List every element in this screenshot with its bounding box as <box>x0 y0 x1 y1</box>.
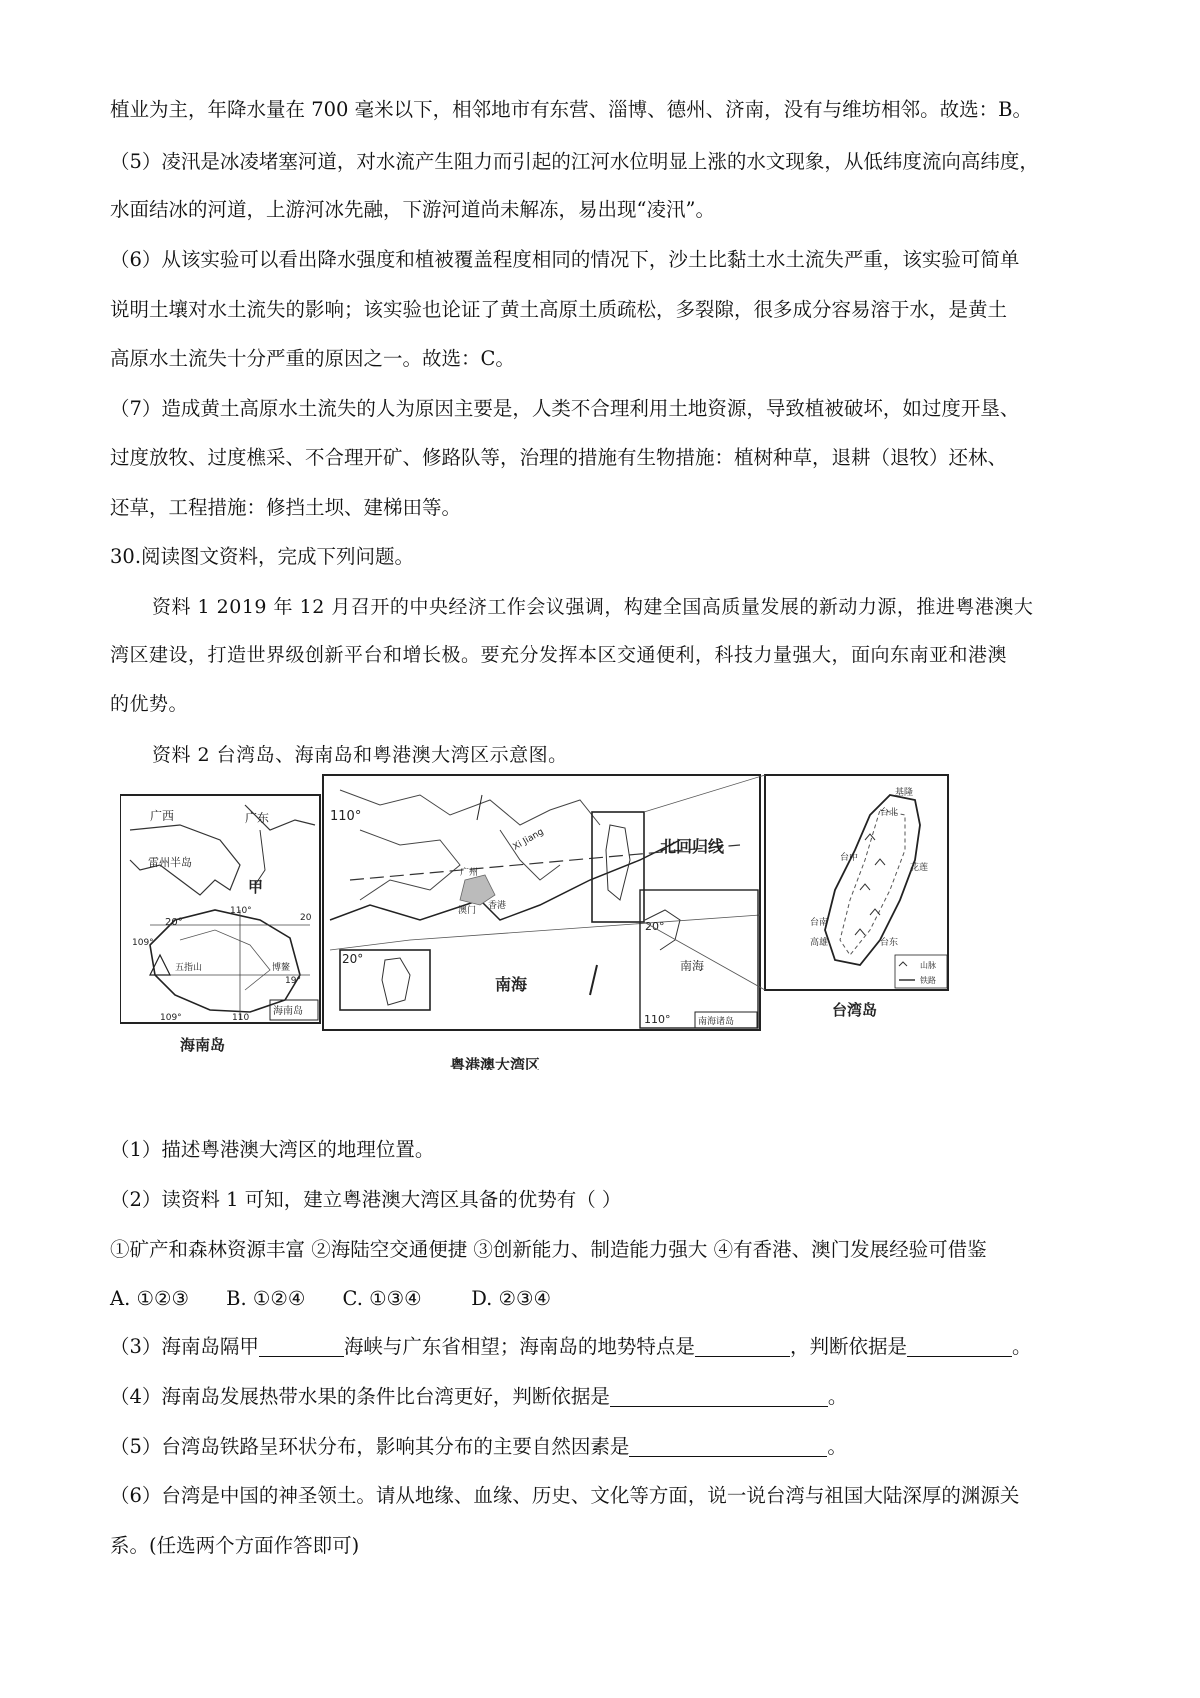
label-hainan-lat20b: 20 <box>300 913 312 923</box>
label-hainan-lon109b: 109° <box>160 1013 182 1023</box>
legend-mountain: 山脉 <box>920 961 936 970</box>
material-1-line3: 的优势。 <box>110 693 189 715</box>
answer-q5-line1: （5）凌汛是冰凌堵塞河道，对水流产生阻力而引起的江河水位明显上涨的水文现象，从低纬度流向高纬度， <box>110 150 1039 173</box>
question-3-part-d: 。 <box>1011 1335 1032 1358</box>
legend-rail: 铁路 <box>920 976 936 985</box>
label-wuzhishan: 五指山 <box>175 963 203 973</box>
question-2-options: ①矿产和森林资源丰富 ②海陆空交通便捷 ③创新能力、制造能力强大 ④有香港、澳门发展经验可借鉴 <box>110 1238 987 1261</box>
label-gba-lon110: 110° <box>330 809 362 824</box>
label-hualien: 花莲 <box>910 863 929 873</box>
label-scs-lon110: 110° <box>644 1013 671 1026</box>
label-hainan-inset: 海南岛 <box>273 1006 303 1017</box>
answer-q5-line2: 水面结冰的河道，上游河冰先融，下游河道尚未解冻，易出现“凌汛”。 <box>110 198 715 221</box>
blank-fruit-evidence[interactable] <box>610 1384 828 1407</box>
question-6-line2: 系。(任选两个方面作答即可) <box>110 1534 360 1557</box>
hainan-map <box>120 795 320 1054</box>
label-tropic: 北回归线 <box>660 837 725 856</box>
question-2-choices <box>110 1285 1100 1313</box>
label-scs-sea: 南海 <box>680 959 705 973</box>
label-hainan-lon110b: 110 <box>232 1013 250 1023</box>
label-jia: 甲 <box>248 878 264 896</box>
label-guangxi: 广西 <box>150 809 175 823</box>
answer-q7-line2: 过度放牧、过度樵采、不合理开矿、修路队等，治理的措施有生物措施：植树种草，退耕（退牧）还林、 <box>110 446 1008 469</box>
label-kaohsiung: 高雄 <box>810 938 829 948</box>
answer-q6-line3: 高原水土流失十分严重的原因之一。故选：C。 <box>110 347 515 370</box>
answer-line: 植业为主，年降水量在 700 毫米以下，相邻地市有东营、淄博、德州、济南，没有与维坊相邻。故选：B。 <box>110 98 1032 121</box>
question-3-part-b: 海峡与广东省相望；海南岛的地势特点是 <box>343 1335 695 1358</box>
label-hongkong: 香港 <box>488 901 507 911</box>
label-guangzhou: 广州 <box>460 868 479 878</box>
blank-rail-factor[interactable] <box>629 1434 827 1457</box>
label-hainan-lat19: 19° <box>285 976 301 986</box>
question-1: （1）描述粤港澳大湾区的地理位置。 <box>110 1138 435 1161</box>
blank-strait[interactable] <box>259 1334 344 1357</box>
answer-q6-line1: （6）从该实验可以看出降水强度和植被覆盖程度相同的情况下，沙土比黏土水土流失严重，该实验可简单 <box>110 248 1020 271</box>
question-4 <box>110 1383 1100 1411</box>
question-5-part-a: （5）台湾岛铁路呈环状分布，影响其分布的主要自然因素是 <box>110 1435 630 1458</box>
label-keelung: 基隆 <box>895 788 914 798</box>
choice-c: C. ①③④ <box>342 1287 422 1310</box>
label-leizhou: 雷州半岛 <box>148 856 192 869</box>
label-tainan: 台南 <box>810 918 829 928</box>
answer-q7-line1: （7）造成黄土高原水土流失的人为原因主要是，人类不合理利用土地资源，导致植被破坏，如过度开垦、 <box>110 397 1020 420</box>
label-taipei: 台北 <box>880 808 899 818</box>
choice-d: D. ②③④ <box>471 1287 551 1310</box>
caption-gba: 粤港澳大湾区 <box>450 1056 541 1070</box>
material-2-line: 资料 2 台湾岛、海南岛和粤港澳大湾区示意图。 <box>152 744 568 766</box>
question-3-part-a: （3）海南岛隔甲 <box>110 1335 259 1358</box>
label-scs-lat20: 20° <box>645 920 665 933</box>
label-river: Xi Jiang <box>511 827 546 853</box>
label-taichung: 台中 <box>840 853 859 863</box>
question-4-part-b: 。 <box>827 1385 848 1408</box>
label-guangdong: 广东 <box>245 811 270 825</box>
gba-map <box>323 775 760 1070</box>
label-scs-islands: 南海诸岛 <box>698 1017 735 1027</box>
question-30-title: 30.阅读图文资料，完成下列问题。 <box>110 545 415 568</box>
question-5 <box>110 1433 1100 1461</box>
question-6-line1: （6）台湾是中国的神圣领土。请从地缘、血缘、历史、文化等方面，说一说台湾与祖国大陆深厚的渊源关 <box>110 1484 1020 1507</box>
question-3 <box>110 1333 1100 1361</box>
label-hainan-lon109: 109° <box>132 938 154 948</box>
answer-q6-line2: 说明土壤对水土流失的影响；该实验也论证了黄土高原土质疏松，多裂隙，很多成分容易溶于水，是黄土 <box>110 298 1008 321</box>
label-gba-lat20: 20° <box>342 952 364 966</box>
label-gba-sea: 南海 <box>495 975 528 994</box>
caption-hainan: 海南岛 <box>180 1036 226 1054</box>
blank-evidence[interactable] <box>907 1334 1012 1357</box>
blank-terrain[interactable] <box>695 1334 790 1357</box>
question-5-part-b: 。 <box>827 1435 847 1458</box>
map-figure <box>120 770 1080 1070</box>
taiwan-map <box>644 775 948 1019</box>
material-1-line2: 湾区建设，打造世界级创新平台和增长极。要充分发挥本区交通便利，科技力量强大，面向东南亚和港澳 <box>110 644 1008 666</box>
label-hainan-lat20: 20° <box>165 917 183 928</box>
label-taitung: 台东 <box>880 938 899 948</box>
label-hainan-lon110: 110° <box>230 906 252 916</box>
choice-a: A. ①②③ <box>110 1287 189 1310</box>
question-2: （2）读资料 1 可知，建立粤港澳大湾区具备的优势有（ ） <box>110 1188 622 1211</box>
answer-q7-line3: 还草，工程措施：修挡土坝、建梯田等。 <box>110 496 462 519</box>
question-4-part-a: （4）海南岛发展热带水果的条件比台湾更好，判断依据是 <box>110 1385 610 1408</box>
label-boao: 博鳌 <box>272 963 291 973</box>
caption-taiwan: 台湾岛 <box>832 1001 878 1019</box>
question-3-part-c: ，判断依据是 <box>789 1335 907 1358</box>
material-1-line1: 资料 1 2019 年 12 月召开的中央经济工作会议强调，构建全国高质量发展的新动力源，推进粤港澳大 <box>152 596 1034 618</box>
choice-b: B. ①②④ <box>226 1287 306 1310</box>
label-macau: 澳门 <box>458 906 477 916</box>
